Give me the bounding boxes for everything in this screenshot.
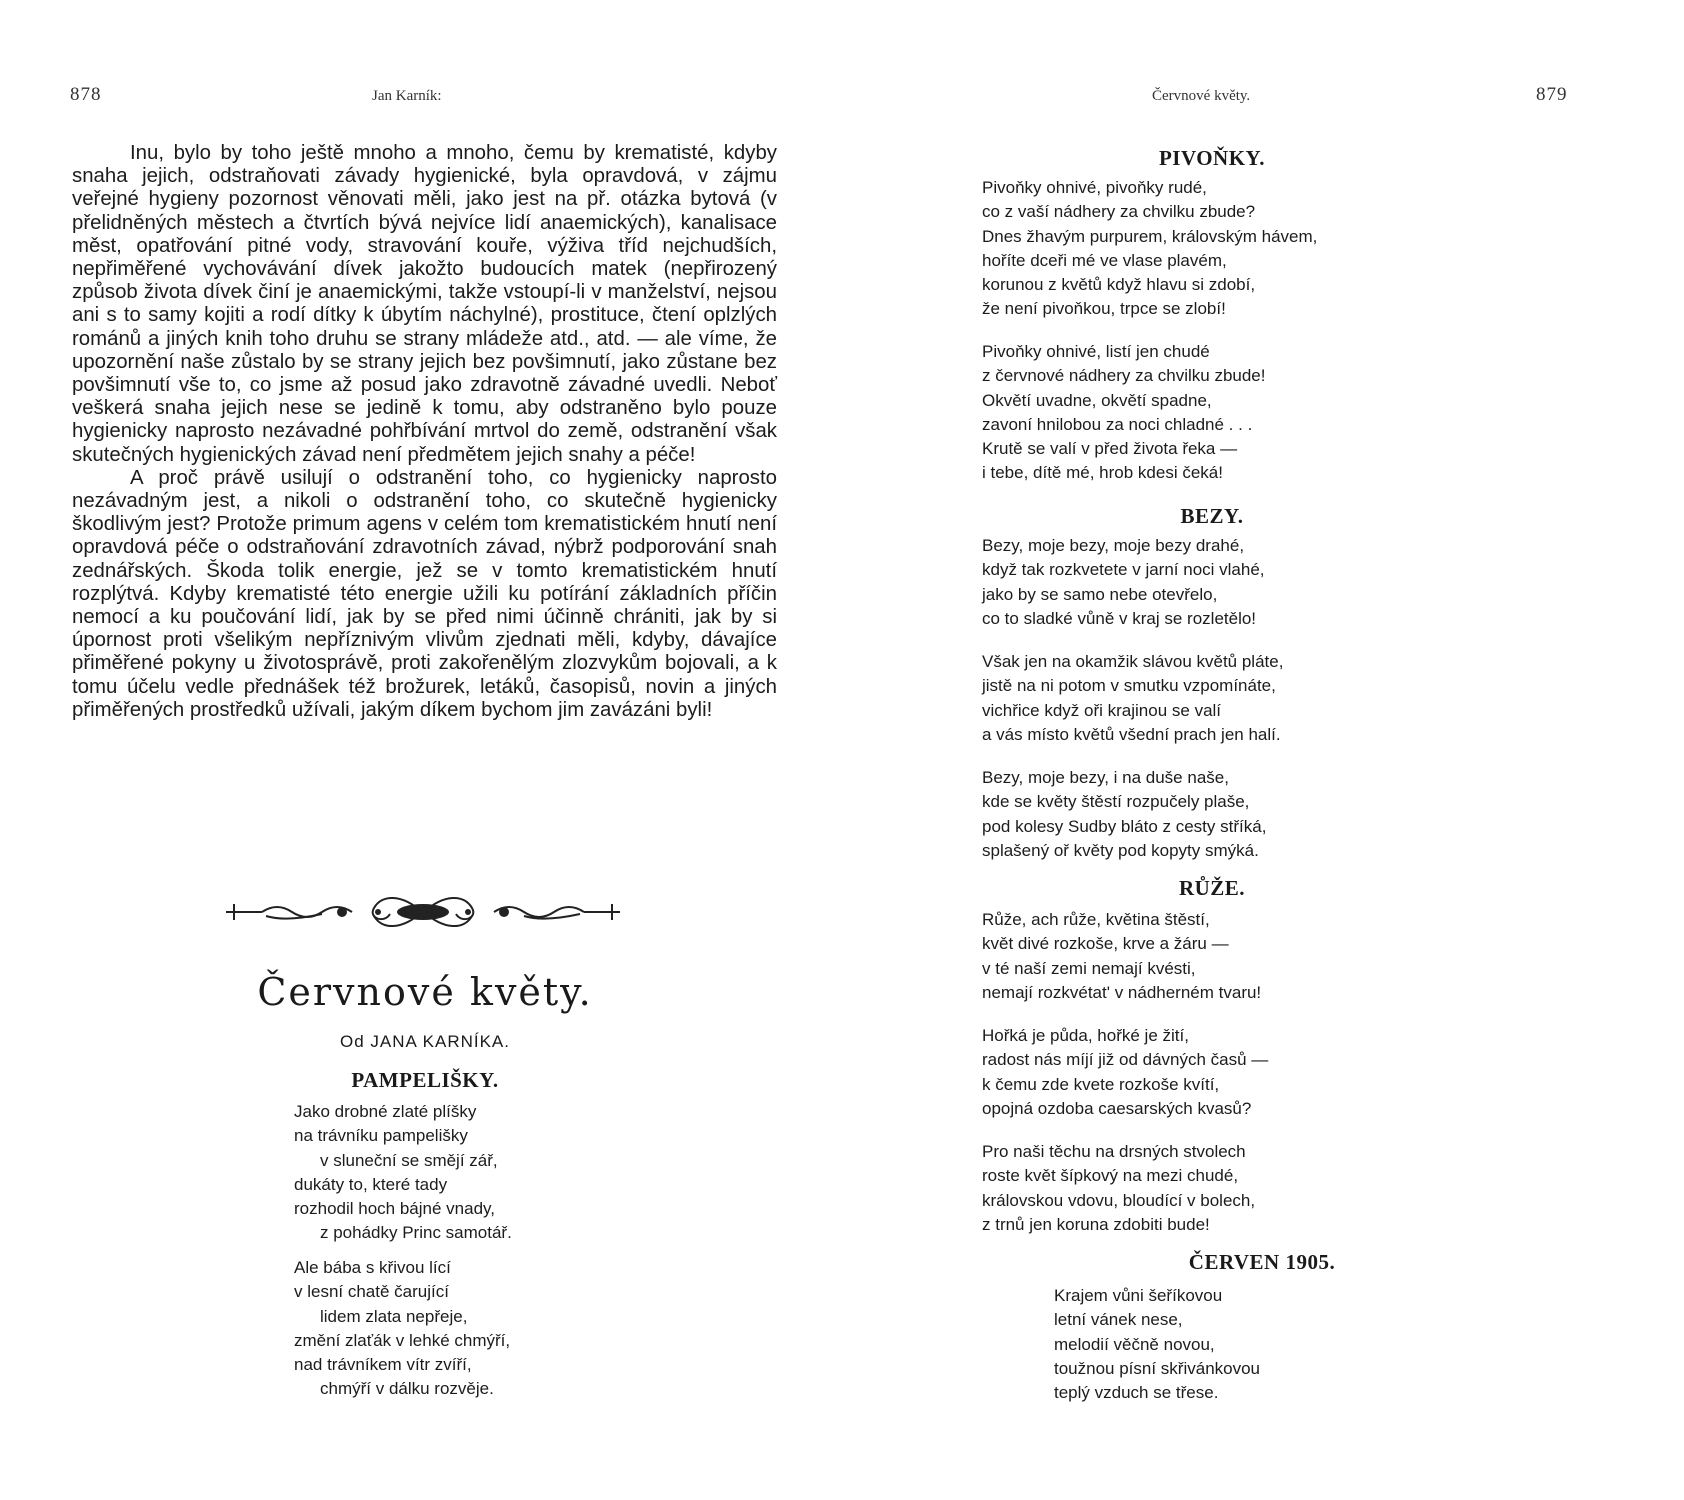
verse-line: Ale bába s křivou lící	[294, 1258, 451, 1277]
verse-line: na trávníku pampelišky	[294, 1126, 468, 1146]
verse-line: Krajem vůni šeříkovou	[1054, 1286, 1223, 1305]
verse-line: zavoní hnilobou za noci chladné . . .	[982, 414, 1253, 434]
stanza	[1054, 1284, 1260, 1405]
verse-line: toužnou písní skřivánkovou	[1054, 1358, 1261, 1378]
running-head: Červnové květy.	[1152, 88, 1251, 104]
verse-line: radost nás míjí již od dávných časů —	[982, 1050, 1269, 1070]
verse-line: chmýří v dálku rozvěje.	[320, 1379, 494, 1399]
ornament-divider	[222, 892, 624, 932]
verse-line: kde se květy štěstí rozpučely plaše,	[982, 792, 1250, 812]
verse-line: nad trávníkem vítr zvíří,	[294, 1355, 472, 1375]
verse-line: jistě na ni potom v smutku vzpomínáte,	[982, 676, 1276, 696]
article-body	[72, 142, 777, 722]
verse-line: z pohádky Princ samotář.	[320, 1223, 512, 1243]
author-byline: Od JANA KARNÍKA.	[340, 1032, 510, 1051]
verse-line: v sluneční se smějí zář,	[320, 1150, 498, 1170]
verse-line: melodií věčně novou,	[1054, 1334, 1215, 1354]
poem-heading-pivonky: PIVOŇKY.	[1158, 146, 1266, 170]
verse-line: co z vaší nádhery za chvilku zbude?	[982, 202, 1256, 222]
verse-line: roste květ šípkový na mezi chudé,	[982, 1166, 1239, 1186]
verse-line: Však jen na okamžik slávou květů pláte,	[982, 652, 1284, 671]
stanza	[982, 176, 1317, 322]
verse-line: nemají rozkvétat' v nádherném tvaru!	[982, 982, 1262, 1002]
stanza	[294, 1256, 510, 1402]
verse-line: pod kolesy Sudby bláto z cesty stříká,	[982, 816, 1267, 836]
verse-line: Okvětí uvadne, okvětí spadne,	[982, 390, 1212, 410]
verse-line: květ divé rozkoše, krve a žáru —	[982, 934, 1229, 954]
poem-heading-bezy: BEZY.	[1180, 504, 1244, 528]
verse-line: co to sladké vůně v kraj se rozletělo!	[982, 608, 1257, 628]
running-head: Jan Karník:	[372, 88, 442, 104]
verse-line: korunou z květů když hlavu si zdobí,	[982, 275, 1256, 295]
verse-line: v té naší zemi nemají kvésti,	[982, 958, 1196, 978]
verse-line: Růže, ach růže, květina štěstí,	[982, 910, 1210, 929]
verse-line: královskou vdovu, bloudící v bolech,	[982, 1190, 1256, 1210]
verse-line: Pivoňky ohnivé, listí jen chudé	[982, 342, 1210, 361]
verse-line: v lesní chatě čarující	[294, 1282, 449, 1302]
stanza	[982, 340, 1266, 486]
verse-line: jako by se samo nebe otevřelo,	[982, 584, 1218, 604]
page-number: 879	[1536, 84, 1568, 105]
verse-line: letní vánek nese,	[1054, 1310, 1183, 1330]
paragraph: A proč právě usilují o odstranění toho, co hygienicky naprosto nezávadným jest, a nikoli o odstranění toho, co skutečně hygienicky škodlivým jest? Protože primum agens v celém tom krematistickém hnutí není opravdová péče o odstraňování zdravotních závad, nýbrž podporování snah zednářských. Škoda tolik energie, jež se v tomto krematistickém hnutí rozplýtvá. Kdyby krematisté této energie užili ku potírání základních příčin nemocí a ku poučování lidí, jak by se před nimi účinně chrániti, jak by si úpornost proti všelikým nepříznivým vlivům zjednati měli, kdyby, dávajíce přiměřené pokyny u životosprávě, proti zakořenělým zlozvykům bojovali, a k tomu účelu vedle přednášek též brožurek, letáků, časopisů, novin a jiných přiměřených prostředků užívali, jakým díkem bychom jim zavázáni byli!	[72, 466, 777, 721]
verse-line: když tak rozkvetete v jarní noci vlahé,	[982, 560, 1265, 580]
paragraph: Inu, bylo by toho ještě mnoho a mnoho, čemu by krematisté, kdyby snaha jejich, odstraňovati závady hygienické, byla opravdová, v zájmu veřejné hygieny pozornost věnovati měli, jako jest na př. otázka bytová (v přelidněných městech a čtvrtích bývá nejvíce lidí anaemických), kanalisace měst, opatřování pitné vody, stravování kouře, výživa tříd nejchudších, nepřiměřené vychovávání dívek jakožto budoucích matek (nepřirozený způsob života dívek činí je anaemickými, takže vstoupí-li v manželství, nejsou ani s to samy kojiti a rodí dítky k úbytím náchylné), prostituce, čtení oplzlých románů a jiných knih toho druhu se strany mládeže atd., atd. — ale víme, že upozornění naše zůstalo by se strany jejich bez povšimnutí, jako zůstane bez povšimnutí vše to, co jsme až posud jako zdravotně závadné uvedli. Neboť veškerá snaha jejich nese se jedině k tomu, aby odstraněno bylo pouze hygienicky naprosto nezávadné pohřbívání mrtvol do země, odstranění však skutečných hygienických závad není předmětem jejich snahy a péče!	[72, 142, 777, 466]
verse-line: a vás místo květů všední prach jen halí.	[982, 724, 1281, 744]
verse-line: z červnové nádhery za chvilku zbude!	[982, 366, 1266, 386]
right-page	[842, 0, 1684, 1500]
verse-line: Krutě se valí v před života řeka —	[982, 439, 1238, 459]
verse-line: splašený oř květy pod kopyty smýká.	[982, 840, 1259, 860]
poem-collection-title: Červnové květy.	[257, 970, 593, 1014]
verse-line: Hořká je půda, hořké je žití,	[982, 1026, 1189, 1045]
stanza	[982, 1024, 1268, 1121]
stanza	[982, 534, 1265, 631]
stanza	[982, 650, 1283, 747]
verse-line: Bezy, moje bezy, i na duše naše,	[982, 768, 1229, 787]
verse-line: k čemu zde kvete rozkoše kvítí,	[982, 1074, 1220, 1094]
poem-heading-cerven: ČERVEN 1905.	[1188, 1250, 1336, 1274]
verse-line: teplý vzduch se třese.	[1054, 1383, 1219, 1403]
poem-heading-pampelisky: PAMPELIŠKY.	[351, 1068, 499, 1092]
verse-line: vichřice když oři krajinou se valí	[982, 700, 1222, 720]
verse-line: že není pivoňkou, trpce se zlobí!	[982, 299, 1226, 319]
stanza	[982, 1140, 1255, 1237]
stanza	[982, 766, 1266, 863]
verse-line: hoříte dceři mé ve vlase plavém,	[982, 250, 1227, 270]
verse-line: z trnů jen koruna zdobiti bude!	[982, 1214, 1210, 1234]
verse-line: opojná ozdoba caesarských kvasů?	[982, 1098, 1252, 1118]
verse-line: Jako drobné zlaté plíšky	[294, 1102, 477, 1121]
stanza	[982, 908, 1261, 1005]
verse-line: změní zlaťák v lehké chmýří,	[294, 1330, 511, 1350]
verse-line: Bezy, moje bezy, moje bezy drahé,	[982, 536, 1245, 555]
verse-line: dukáty to, které tady	[294, 1174, 448, 1194]
verse-line: Dnes žhavým purpurem, královským hávem,	[982, 226, 1318, 246]
verse-line: i tebe, dítě mé, hrob kdesi čeká!	[982, 463, 1223, 483]
page-number: 878	[70, 84, 102, 105]
poem-heading-ruze: RŮŽE.	[1178, 876, 1246, 900]
verse-line: Pro naši těchu na drsných stvolech	[982, 1142, 1246, 1161]
verse-line: rozhodil hoch bájné vnady,	[294, 1199, 495, 1219]
verse-line: Pivoňky ohnivé, pivoňky rudé,	[982, 178, 1207, 197]
verse-line: lidem zlata nepřeje,	[320, 1306, 468, 1326]
stanza	[294, 1100, 512, 1246]
